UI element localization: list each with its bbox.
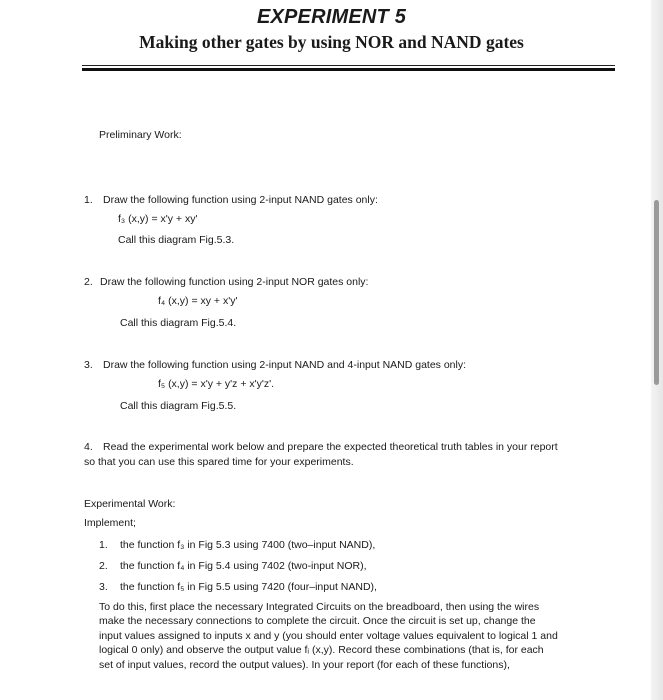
prelim-item-1-text: Draw the following function using 2-input NAND gates only: (103, 194, 378, 206)
implement-label: Implement; (84, 517, 136, 529)
exp-item-3-number: 3. (99, 581, 108, 593)
experiment-subtitle: Making other gates by using NOR and NAND gates (139, 32, 524, 52)
prelim-item-2-text: Draw the following function using 2-input NOR gates only: (100, 276, 369, 288)
preliminary-heading: Preliminary Work: (99, 129, 182, 141)
prelim-item-3-formula: f₅ (x,y) = x'y + y'z + x'y'z'. (158, 378, 275, 390)
procedure-line-1: To do this, first place the necessary Integrated Circuits on the breadboard, then using the wires (99, 601, 540, 613)
prelim-item-2-number: 2. (84, 276, 93, 288)
prelim-item-3-caption: Call this diagram Fig.5.5. (120, 400, 237, 412)
title-divider-thick (82, 68, 615, 71)
prelim-item-3-number: 3. (84, 359, 93, 371)
prelim-item-3-text: Draw the following function using 2-input NAND and 4-input NAND gates only: (103, 359, 467, 371)
experiment-title: EXPERIMENT 5 (256, 6, 407, 28)
exp-item-1-number: 1. (99, 539, 108, 551)
experimental-heading: Experimental Work: (84, 498, 176, 510)
procedure-line-3: input values assigned to inputs x and y (you should enter voltage values equivalent to logical 1 and (99, 629, 558, 642)
prelim-item-1-caption: Call this diagram Fig.5.3. (118, 234, 235, 246)
prelim-item-4-number: 4. (84, 441, 93, 453)
procedure-line-2: make the necessary connections to complete the circuit. Once the circuit is set up, change the (99, 615, 536, 628)
exp-item-3-text: the function f₅ in Fig 5.5 using 7420 (four–input NAND), (120, 581, 377, 593)
procedure-paragraph (99, 600, 584, 672)
prelim-item-2-formula: f₄ (x,y) = xy + x'y' (158, 295, 238, 307)
prelim-item-2-caption: Call this diagram Fig.5.4. (120, 317, 237, 329)
prelim-item-4-line-1: Read the experimental work below and prepare the expected theoretical truth tables in your report (103, 441, 558, 453)
title-divider-thin (82, 65, 615, 66)
exp-item-2-number: 2. (99, 560, 108, 572)
scrollbar-thumb[interactable] (654, 200, 659, 385)
prelim-item-4-line-2: so that you can use this spared time for your experiments. (84, 456, 354, 468)
prelim-item-1-number: 1. (84, 194, 93, 206)
procedure-line-4: logical 0 only) and observe the output value fᵢ (x,y). Record these combinations (that is, for each (99, 644, 544, 657)
exp-item-2-text: the function f₄ in Fig 5.4 using 7402 (two-input NOR), (120, 560, 367, 572)
exp-item-1-text: the function f₃ in Fig 5.3 using 7400 (two–input NAND), (120, 539, 376, 551)
prelim-item-1-formula: f₃ (x,y) = x'y + xy' (118, 213, 198, 225)
procedure-line-5: set of input values, record the output values). In your report (for each of these functions), (99, 658, 510, 671)
